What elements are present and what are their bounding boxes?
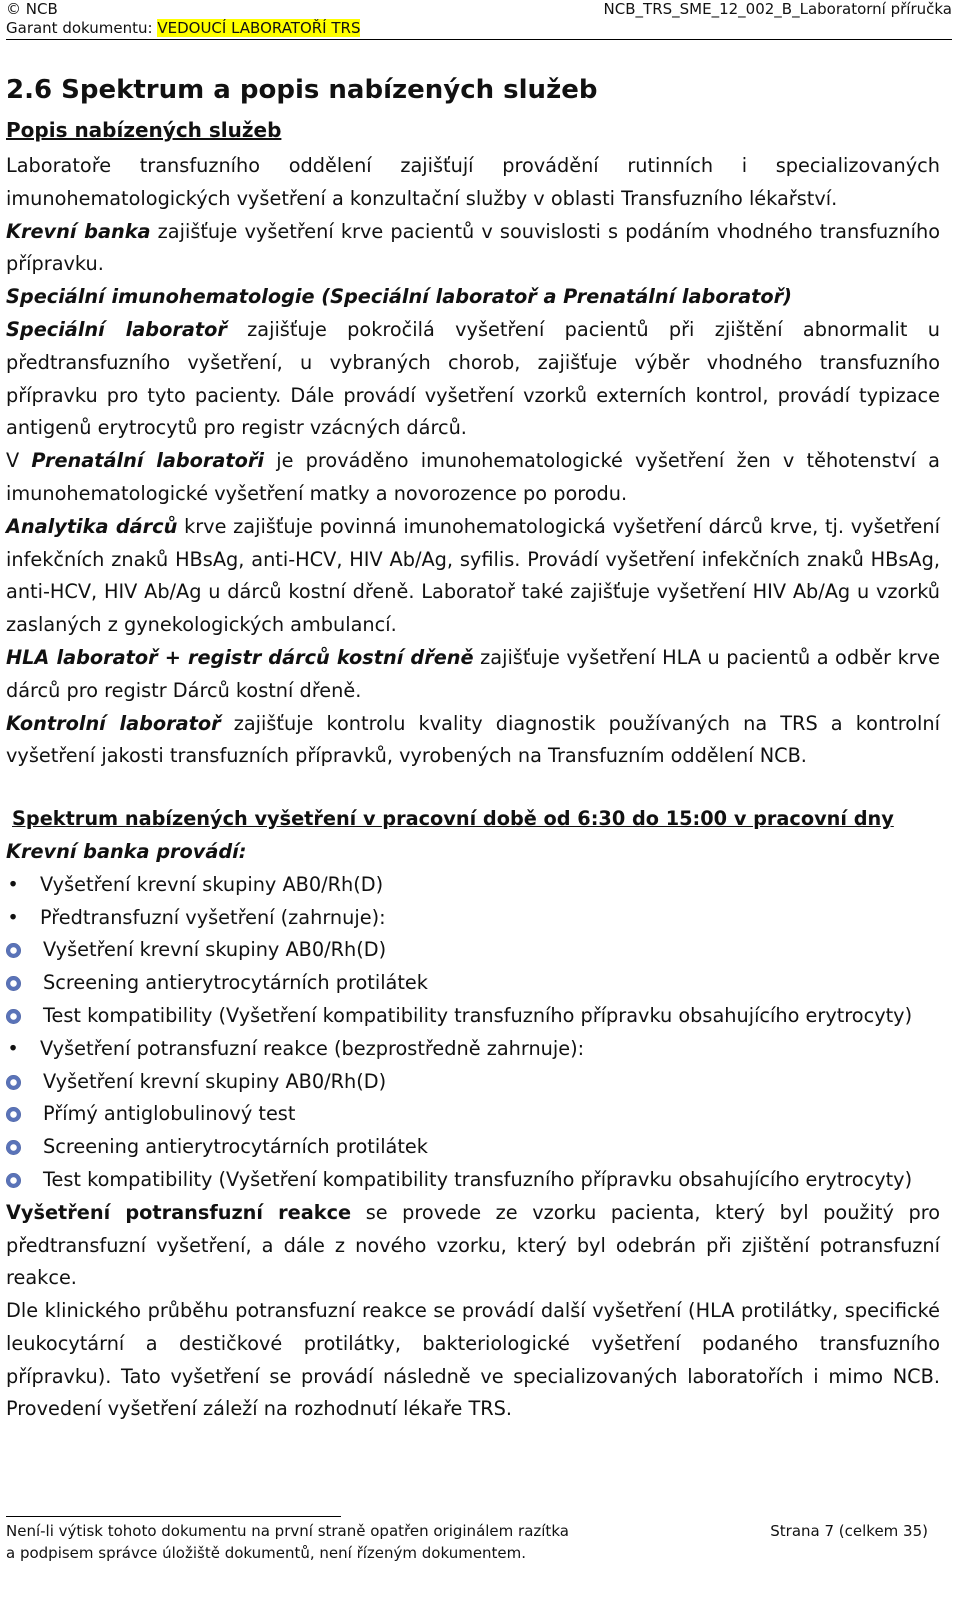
text: krve zajišťuje povinná imunohematologická vyšetření dárců krve, tj. vyšetření infekčních znaků HBsAg, anti-HCV, HIV Ab/Ag, syfilis. Provádí vyšetření infekčních znaků HBsAg, anti-HCV, HIV Ab/Ag u dárců kostní dřeně. Laboratoř také zajišťuje vyšetření HIV Ab/Ag u vzorků zaslaných z gynekologických ambulancí. (6, 514, 940, 637)
bullet-icon: • (7, 872, 19, 896)
wheel-bullet-icon (6, 1107, 21, 1122)
term: HLA laboratoř + registr dárců kostní dřeně (6, 645, 474, 669)
sub-list-item (6, 1066, 940, 1099)
sub-list-item (6, 1000, 940, 1033)
term: Vyšetření potransfuzní reakce (6, 1200, 352, 1224)
krevni-banka-paragraph (6, 216, 940, 282)
wheel-bullet-icon (6, 1140, 21, 1155)
page-number: Strana 7 (celkem 35) (770, 1522, 928, 1540)
sub-list-item (6, 1164, 940, 1197)
krevni-banka-provadi: Krevní banka provádí: (6, 839, 247, 863)
special-heading: Speciální imunohematologie (Speciální laboratoř a Prenatální laboratoř) (6, 285, 792, 309)
prefix: V (6, 449, 32, 473)
main-content (6, 66, 940, 1426)
list-item-label: Vyšetření krevní skupiny AB0/Rh(D) (40, 872, 384, 896)
guarantor-value: VEDOUCÍ LABORATOŘÍ TRS (157, 19, 361, 37)
wheel-bullet-icon (6, 1075, 21, 1090)
hla-paragraph (6, 642, 940, 708)
list-item-label: Vyšetření potransfuzní reakce (bezprostředně zahrnuje): (40, 1036, 585, 1060)
term: Analytika dárců (6, 514, 178, 538)
text: je prováděno imunohematologické vyšetření žen v těhotenství a imunohematologické vyšetření matky a novorozence po porodu. (6, 449, 940, 505)
sub-list-item (6, 1098, 940, 1131)
wheel-bullet-icon (6, 1009, 21, 1024)
klinicky-paragraph: Dle klinického průběhu potransfuzní reakce se provádí další vyšetření (HLA protilátky, specifické leukocytární a destičkové protilátky, bakteriologické vyšetření podaného transfuzního přípravku). Tato vyšetření se provádí následně ve specializovaných laboratořích i mimo NCB. Provedení vyšetření záleží na rozhodnutí lékaře TRS. (6, 1299, 940, 1421)
text: zajišťuje vyšetření krve pacientů v souvislosti s podáním vhodného transfuzního přípravku. (6, 219, 940, 276)
footer-note-line2: a podpisem správce úložiště dokumentů, není řízeným dokumentem. (6, 1544, 527, 1562)
spektrum-heading: Spektrum nabízených vyšetření v pracovní době od 6:30 do 15:00 v pracovní dny (12, 807, 894, 831)
spacer (6, 773, 940, 803)
sub-list-item-label: Vyšetření krevní skupiny AB0/Rh(D) (43, 938, 387, 962)
list-item (6, 869, 940, 902)
sub-list-item-label: Test kompatibility (Vyšetření kompatibility transfuzního přípravku obsahujícího erytrocyty) (43, 1167, 913, 1191)
sub-list-item-label: Screening antierytrocytárních protilátek (43, 971, 428, 995)
section-title: 2.6 Spektrum a popis nabízených služeb (6, 75, 598, 105)
list-item (6, 1033, 940, 1066)
wheel-bullet-icon (6, 943, 21, 958)
list-item (6, 902, 940, 935)
wheel-bullet-icon (6, 1173, 21, 1188)
bullet-icon: • (7, 905, 19, 929)
sub-list-item (6, 967, 940, 1000)
prenatal-paragraph (6, 445, 940, 511)
page-header (6, 0, 952, 38)
text: se provede ze vzorku pacienta, který byl použitý pro předtransfuzní vyšetření, a dále z nového vzorku, který byl odebrán při zjištění potransfuzní reakce. (6, 1200, 940, 1290)
copyright: © NCB (6, 0, 58, 18)
page-footer (6, 1520, 950, 1564)
sub-list-item (6, 934, 940, 967)
potransfuzni-paragraph (6, 1197, 940, 1295)
wheel-bullet-icon (6, 976, 21, 991)
text: zajišťuje kontrolu kvality diagnostik používaných na TRS a kontrolní vyšetření jakosti transfuzních přípravků, vyrobených na Transfuzním oddělení NCB. (6, 711, 940, 768)
term: Prenatální laboratoři (31, 449, 265, 473)
sub-list-item-label: Vyšetření krevní skupiny AB0/Rh(D) (43, 1069, 387, 1093)
sub-list-item-label: Přímý antiglobulinový test (43, 1102, 296, 1126)
list-item-label: Předtransfuzní vyšetření (zahrnuje): (40, 905, 386, 929)
services-list-cont (6, 1033, 940, 1066)
sub-list-item (6, 1131, 940, 1164)
bullet-icon: • (7, 1036, 19, 1060)
kontrolni-paragraph (6, 708, 940, 774)
intro-paragraph: Laboratoře transfuzního oddělení zajišťují provádění rutinních i specializovaných imunohematologických vyšetření a konzultační služby v oblasti Transfuzního lékařství. (6, 154, 940, 210)
term: Krevní banka (6, 219, 151, 243)
sub-list (6, 1066, 940, 1197)
special-lab-paragraph (6, 314, 940, 445)
header-divider (6, 39, 952, 40)
term: Kontrolní laboratoř (6, 711, 221, 735)
term: Speciální laboratoř (6, 317, 227, 341)
footer-note-line1: Není-li výtisk tohoto dokumentu na první straně opatřen originálem razítka (6, 1522, 569, 1540)
text: zajišťuje vyšetření HLA u pacientů a odběr krve dárců pro registr Dárců kostní dřeně. (6, 645, 940, 702)
section-subtitle: Popis nabízených služeb (6, 118, 282, 142)
footer-divider (6, 1516, 341, 1517)
sub-list (6, 934, 940, 1032)
sub-list-item-label: Screening antierytrocytárních protilátek (43, 1135, 428, 1159)
sub-list-item-label: Test kompatibility (Vyšetření kompatibility transfuzního přípravku obsahujícího erytrocyty) (43, 1003, 913, 1027)
text: zajišťuje pokročilá vyšetření pacientů při zjištění abnormalit u předtransfuzního vyšetření, u vybraných chorob, zajišťuje výběr vhodného transfuzního přípravku pro tyto pacienty. Dále provádí vyšetření vzorků externích kontrol, provádí typizace antigenů erytrocytů pro registr vzácných dárců. (6, 317, 940, 440)
analytika-paragraph (6, 511, 940, 642)
services-list (6, 869, 940, 935)
guarantor-label: Garant dokumentu: (6, 19, 153, 37)
document-id: NCB_TRS_SME_12_002_B_Laboratorní příručka (603, 0, 952, 18)
